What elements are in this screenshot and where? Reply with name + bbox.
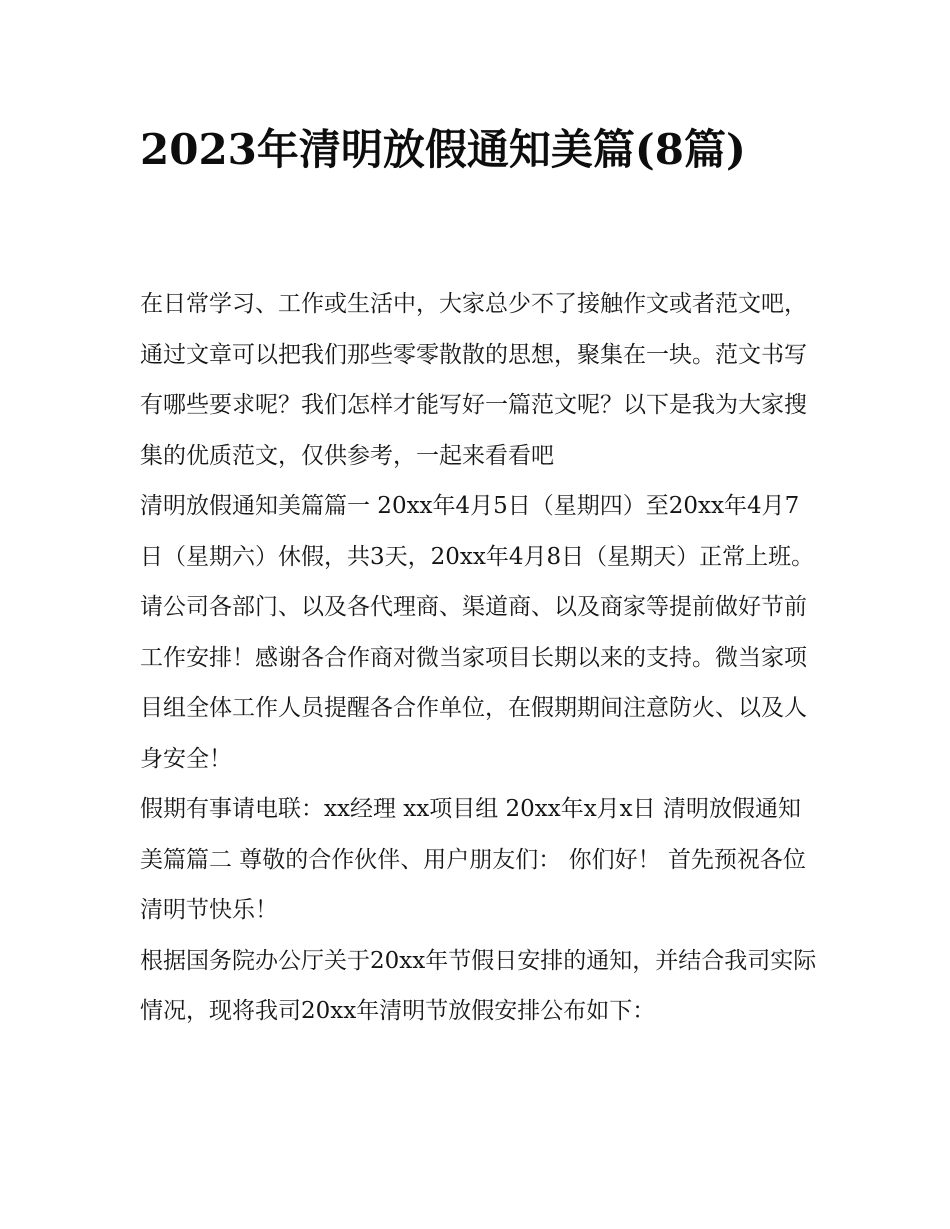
paragraph-arrangement: 请公司各部门、以及各代理商、渠道商、以及商家等提前做好节前工作安排！感谢各合作商对微当家项目长期以来的支持。微当家项目组全体工作人员提醒各合作单位，在假期期间注意防火、以及人身安全！ <box>140 594 807 772</box>
document-body <box>140 279 820 1037</box>
document-title: 2023年清明放假通知美篇(8篇) <box>140 125 746 174</box>
paragraph-schedule: 根据国务院办公厅关于20xx年节假日安排的通知，并结合我司实际情况，现将我司20xx年清明节放假安排公布如下： <box>140 947 817 1024</box>
paragraph-notice-one: 清明放假通知美篇篇一 20xx年4月5日（星期四）至20xx年4月7日（星期六）休假，共3天，20xx年4月8日（星期天）正常上班。 <box>140 493 815 570</box>
paragraph-intro: 在日常学习、工作或生活中，大家总少不了接触作文或者范文吧，通过文章可以把我们那些零零散散的思想，聚集在一块。范文书写有哪些要求呢？我们怎样才能写好一篇范文呢？以下是我为大家搜集的优质范文，仅供参考，一起来看看吧 <box>140 291 807 469</box>
paragraph-contact: 假期有事请电联：xx经理 xx项目组 20xx年x月x日 清明放假通知美篇篇二 尊敬的合作伙伴、用户朋友们： 你们好！ 首先预祝各位清明节快乐！ <box>140 796 806 923</box>
